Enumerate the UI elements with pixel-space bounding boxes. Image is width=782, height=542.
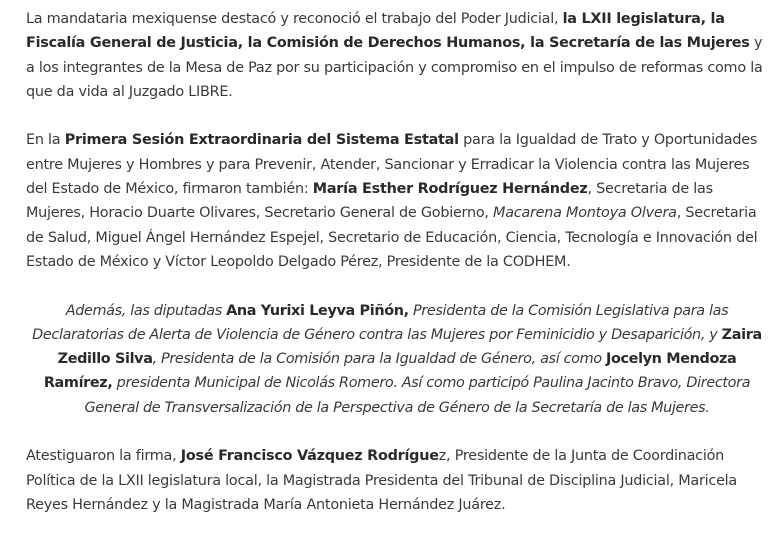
text-run: Atestiguaron la firma,	[26, 448, 181, 465]
text-run: z, Presidente de la Junta de Coordinación Política de la LXII legislatura local, la Magistrada Presidenta del Tribunal de Disciplina Judicial, Maricela Reyes Hernández y la Magistrada María Antonieta Hernández Juárez.	[26, 448, 737, 513]
paragraph-signatories	[26, 128, 768, 274]
text-run: En la	[26, 132, 65, 149]
text-run: , Presidenta de la Comisión para la Igualdad de Género, así como	[152, 351, 606, 368]
article-body	[26, 7, 768, 542]
bold-session-name: Primera Sesión Extraordinaria del Sistema Estatal	[64, 132, 459, 149]
paragraph-deputies	[26, 299, 768, 420]
bold-person-name: Ana Yurixi Leyva Piñón,	[226, 302, 409, 319]
bold-person-name: Zaira Zedillo Silva	[57, 326, 762, 368]
italic-person-name: Macarena Montoya Olvera	[493, 205, 677, 222]
bold-person-name: José Francisco Vázquez Rodrígue	[180, 448, 439, 465]
text-run: Además, las diputadas	[65, 302, 227, 319]
text-run: , Secretaria de las Mujeres, Horacio Duarte Olivares, Secretario General de Gobierno,	[26, 181, 713, 222]
text-run: La mandataria mexiquense destacó y reconoció el trabajo del Poder Judicial,	[26, 11, 563, 27]
text-run: Presidenta de la Comisión Legislativa para las Declaratorias de Alerta de Violencia de Género contra las Mujeres por Feminicidio y Desaparición, y	[32, 302, 729, 343]
bold-institutions: la LXII legislatura, la Fiscalía General de Justicia, la Comisión de Derechos Humanos, la Secretaría de las Mujeres	[26, 11, 750, 52]
text-run: presidenta Municipal de Nicolás Romero. Así como participó Paulina Jacinto Bravo, Directora General de Transversalización de la Perspectiva de Género de la Secretaría de las Mujeres.	[84, 375, 751, 416]
bold-person-name: Jocelyn Mendoza Ramírez,	[43, 351, 737, 392]
text-run: y a los integrantes de la Mesa de Paz por su participación y compromiso en el impulso de reformas como la que da vida al Juzgado LIBRE.	[26, 35, 763, 100]
paragraph-witnesses	[26, 444, 768, 517]
bold-person-name: María Esther Rodríguez Hernández	[312, 181, 588, 198]
text-run: para la Igualdad de Trato y Oportunidades entre Mujeres y Hombres y para Prevenir, Atender, Sancionar y Erradicar la Violencia contra las Mujeres del Estado de México, firmaron también:	[26, 132, 758, 198]
paragraph-acknowledgement	[26, 7, 768, 104]
text-run: , Secretaria de Salud, Miguel Ángel Hernández Espejel, Secretario de Educación, Ciencia, Tecnología e Innovación del Estado de México y Víctor Leopoldo Delgado Pérez, Presidente de la CODHEM.	[26, 205, 758, 270]
